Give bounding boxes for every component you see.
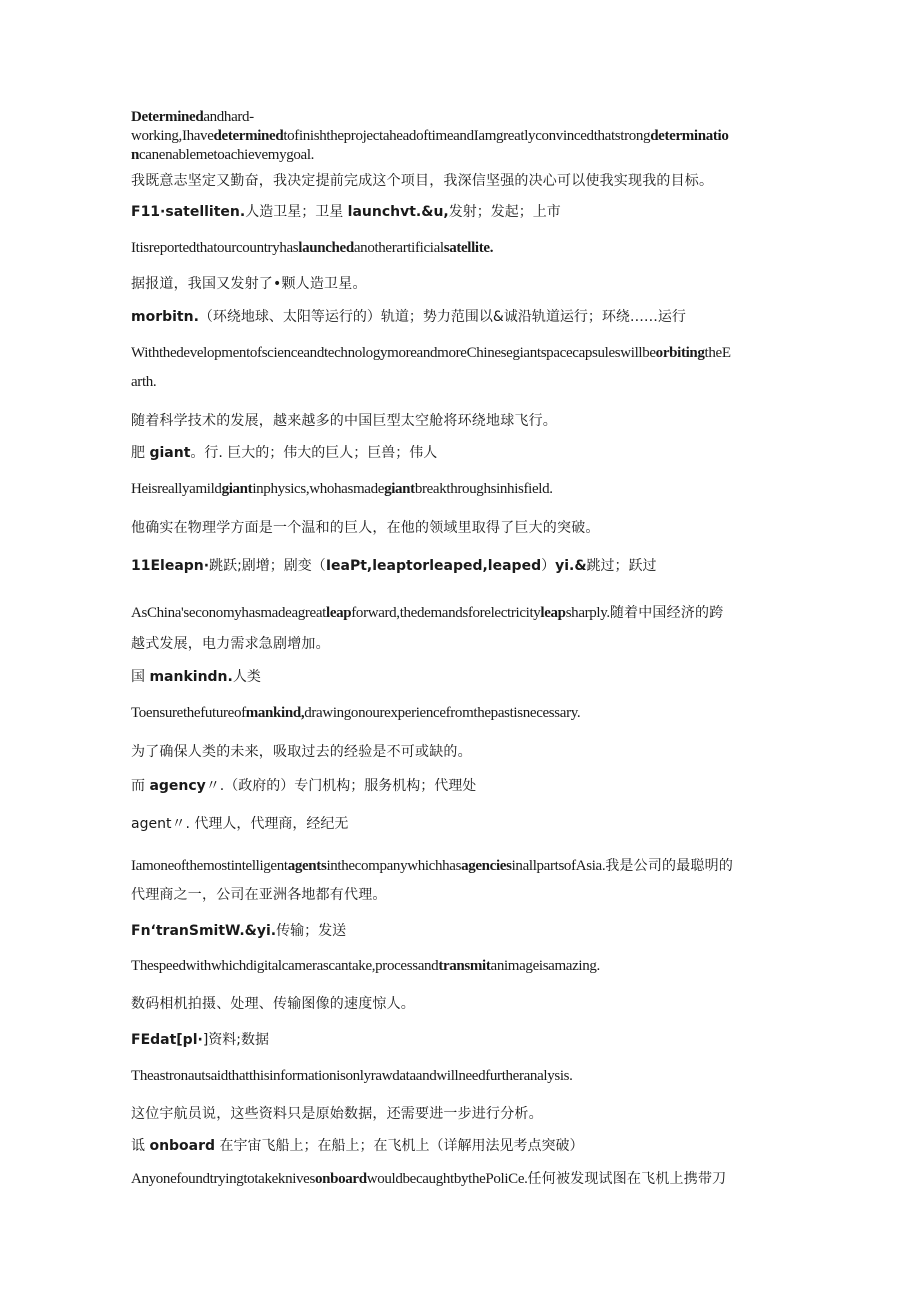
vocab-heading: 肥 giant。行. 巨大的；伟大的巨人；巨兽；伟人	[131, 445, 438, 461]
text-line: Toensurethefutureofmankind,drawingonourexperiencefromthepastisnecessary.	[131, 705, 581, 721]
text-line: 为了确保人类的未来，吸取过去的经验是不可或缺的。	[131, 744, 472, 760]
text-line: WiththedevelopmentofscienceandtechnologymoreandmoreChinesegiantspacecapsuleswillbeorbitingtheE	[131, 345, 731, 361]
text-line: Theastronautsaidthatthisinformationisonlyrawdataandwillneedfurtheranalysis.	[131, 1068, 573, 1084]
text-line: Determinedandhard-	[131, 109, 254, 125]
text-line: AsChina'seconomyhasmadeagreatleapforward,thedemandsforelectricityleapsharply.随着中国经济的跨	[131, 605, 724, 621]
text-line: 随着科学技术的发展，越来越多的中国巨型太空舱将环绕地球飞行。	[131, 413, 557, 429]
text-line: 他确实在物理学方面是一个温和的巨人，在他的领域里取得了巨大的突破。	[131, 520, 600, 536]
text-line: AnyonefoundtryingtotakeknivesonboardwouldbecaughtbythePoliCe.任何被发现试图在飞机上携带刀	[131, 1171, 727, 1187]
text-line: IamoneofthemostintelligentagentsinthecompanywhichhasagenciesinallpartsofAsia.我是公司的最聪明的	[131, 858, 734, 874]
text-line: 据报道，我国又发射了•颗人造卫星。	[131, 276, 367, 292]
vocab-heading: 11Eleapn·跳跃;剧增；剧变（IeaPt,leaptorleaped,leaped）yi.&跳过；跃过	[131, 558, 657, 574]
vocab-heading: FEdat[pl·]资料;数据	[131, 1032, 270, 1048]
vocab-heading: F11·satelliten.人造卫星；卫星 launchvt.&u,发射；发起；上市	[131, 204, 561, 220]
text-line: 数码相机拍摄、处理、传输图像的速度惊人。	[131, 996, 415, 1012]
text-line: 我既意志坚定又勤奋，我决定提前完成这个项目，我深信坚强的决心可以使我实现我的目标。	[131, 173, 714, 189]
text-line: ncanenablemetoachievemygoal.	[131, 147, 315, 163]
text-line: 代理商之一，公司在亚洲各地都有代理。	[131, 887, 387, 903]
text-line: arth.	[131, 374, 157, 390]
text-line: Itisreportedthatourcountryhaslaunchedanotherartificialsatellite.	[131, 240, 494, 256]
vocab-heading: Fn‘tranSmitW.&yi.传输；发送	[131, 923, 347, 939]
text-line: 越式发展，电力需求急剧增加。	[131, 636, 330, 652]
vocab-heading: 国 mankindn.人类	[131, 669, 261, 685]
text-line: working,IhavedeterminedtofinishtheprojectaheadoftimeandIamgreatlyconvincedthatstrongdeterminatio	[131, 128, 729, 144]
vocab-heading: agent〃. 代理人，代理商，经纪无	[131, 816, 349, 832]
vocab-heading: 诋 onboard 在宇宙飞船上；在船上；在飞机上（详解用法见考点突破）	[131, 1138, 584, 1154]
vocab-heading: 而 agency〃.（政府的）专门机构；服务机构；代理处	[131, 778, 477, 794]
vocab-heading: morbitn.（环绕地球、太阳等运行的）轨道；势力范围以&诚沿轨道运行；环绕……运行	[131, 309, 686, 325]
text-line: Thespeedwithwhichdigitalcamerascantake,processandtransmitanimageisamazing.	[131, 958, 600, 974]
text-line: 这位宇航员说，这些资料只是原始数据，还需要进一步进行分析。	[131, 1106, 543, 1122]
text-line: Heisreallyamildgiantinphysics,whohasmadegiantbreakthroughsinhisfield.	[131, 481, 553, 497]
